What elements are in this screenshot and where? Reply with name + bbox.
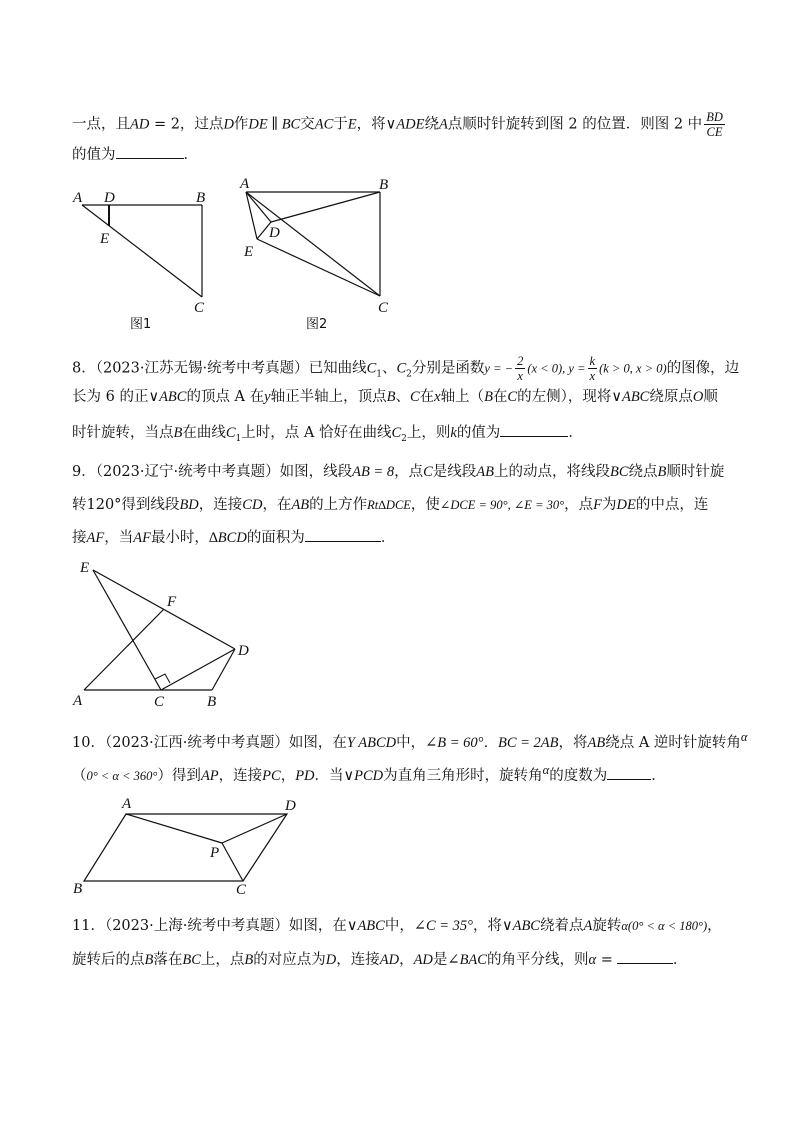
q10-range: 0° < α < 360° (86, 768, 158, 783)
q10-bc: BC = 2AB (497, 734, 559, 751)
fig3-right-angle-mark (155, 674, 170, 683)
q8-point-c: C (507, 389, 518, 405)
q9-ab: AB (291, 497, 310, 513)
q9-line1 (72, 462, 724, 482)
q8-text: 的值为 (456, 425, 501, 441)
q11-alpha: α (588, 952, 597, 968)
q11-text: 的角平分线，则 (486, 952, 589, 968)
q8-text: 的左侧），现将 (517, 389, 612, 405)
q10-text: ，连接 (218, 767, 263, 784)
q9-text: 为 (601, 497, 617, 513)
q11-point-b: B (144, 952, 154, 968)
q8-frac1-num: 2 (517, 354, 524, 368)
q7-line1 (72, 110, 727, 139)
q8-text: 绕原点 (649, 389, 693, 405)
q10-text: 绕点 A 逆时针旋转角 (605, 734, 741, 751)
figure-2 (235, 172, 405, 337)
fig3-segment-ec (93, 570, 161, 690)
q11-text: 落在 (153, 952, 183, 968)
fig4-label-a: A (122, 796, 132, 812)
q7-point-d: D (223, 116, 234, 133)
q8-text: 顺 (703, 389, 718, 405)
q9-text: ，点 (394, 464, 424, 480)
fig4-label-b: B (73, 881, 83, 897)
q9-line2 (72, 495, 708, 515)
q9-text: ． (380, 530, 396, 546)
q10-pc: PC (262, 767, 281, 784)
q9-bd: BD (179, 497, 199, 513)
q7-text: 点顺时针旋转到图 2 的位置．则图 2 中 (447, 116, 703, 133)
q9-text: ，使 (410, 497, 440, 513)
q8-triangle: ∨ABC (611, 389, 650, 405)
q9-point-b: B (657, 464, 667, 480)
q8-y-axis: y (264, 389, 271, 405)
q8-text: 轴上（ (440, 389, 485, 405)
q8-frac2-num: k (589, 354, 596, 368)
q11-answer-blank[interactable] (617, 949, 673, 964)
q7-fraction (704, 110, 725, 139)
q11-text: 11．（2023·上海·统考中考真题）如图，在 (72, 918, 347, 934)
q10-answer-blank[interactable] (607, 765, 651, 780)
q9-text: 的中点，连 (635, 497, 709, 513)
q7-point-e: E (347, 116, 357, 133)
q9-de: DE (616, 497, 636, 513)
q9-text: 9．（2023·辽宁·统考中考真题）如图，线段 (72, 464, 353, 480)
q10-text: ，将 (558, 734, 588, 751)
q10-parallelogram: Y ABCD (346, 734, 397, 751)
q8-sub: 1 (235, 433, 242, 444)
q11-text: 中， (384, 918, 414, 934)
fig2-caption: 图2 (306, 317, 328, 332)
q11-angle-c: ∠C = 35° (413, 918, 473, 934)
q10-triangle: ∨PCD (343, 767, 384, 784)
q11-line2 (72, 949, 687, 970)
q8-x-axis: x (434, 389, 441, 405)
q9-text: 转120°得到线段 (72, 497, 180, 513)
q8-text: 的顶点 A 在 (186, 389, 265, 405)
q10-angle-b: ∠B = 60°． (425, 734, 498, 751)
fig4-segment-pc (222, 843, 243, 881)
q11-text: = (596, 952, 613, 968)
q9-text: ，连接 (198, 497, 243, 513)
fig2-label-e: E (244, 244, 254, 260)
q11-triangle: ∨ABC (346, 918, 385, 934)
q8-frac1 (515, 354, 525, 383)
q8-text: 长为 6 的正 (72, 389, 149, 405)
fig2-label-b: B (379, 177, 389, 193)
figure-1 (70, 185, 220, 335)
q8-curve-c1: C (225, 425, 236, 441)
q8-frac2-den: x (589, 369, 596, 383)
q8-text: 在 (419, 389, 435, 405)
q8-curve-c1: C (366, 360, 377, 377)
q7-text: ，将 (356, 116, 386, 133)
q11-ad: AD (413, 952, 433, 968)
q9-ab: AB = 8 (352, 464, 395, 480)
q8-text: 轴正半轴上，顶点 (270, 389, 387, 405)
fig2-segment-db (271, 192, 380, 222)
q7-point-a: A (438, 116, 448, 133)
fig4-label-c: C (236, 882, 247, 898)
fig2-segment-ac (246, 192, 380, 296)
q9-angles: ∠DCE = 90°, ∠E = 30° (439, 498, 565, 512)
q8-func2: , y = (562, 361, 586, 376)
fig4-parallelogram (84, 814, 287, 881)
q8-text: 时针旋转，当点 (72, 425, 174, 441)
q9-text: 的上方作 (309, 497, 368, 513)
q10-ap: AP (200, 767, 219, 784)
q9-text: ，在 (262, 497, 292, 513)
q11-bc: BC (182, 952, 201, 968)
q8-cond2: (k > 0, x > 0) (599, 361, 667, 376)
q9-text: 顺时针旋 (666, 464, 725, 480)
q8-line2 (72, 387, 718, 407)
fig4-segment-ap (126, 814, 222, 843)
q11-triangle: ∨ABC (501, 918, 540, 934)
q8-curve-c2: C (391, 425, 402, 441)
q9-ab: AB (476, 464, 494, 480)
fig1-label-d: D (104, 190, 115, 206)
q7-text: 绕 (424, 116, 439, 133)
q8-answer-blank[interactable] (500, 422, 568, 437)
q8-curve-c2: C (396, 360, 407, 377)
q10-text: ）得到 (157, 767, 201, 784)
q9-line3 (72, 527, 395, 548)
q9-af: AF (133, 530, 151, 546)
q7-text: ． (183, 147, 198, 163)
q8-line3 (72, 422, 583, 449)
q8-text: 上，则 (406, 425, 451, 441)
q8-text: 在曲线 (182, 425, 226, 441)
q7-answer-blank[interactable] (116, 144, 184, 159)
fig1-label-c: C (194, 300, 205, 316)
q7-text: 作 (233, 116, 249, 133)
q8-triangle: ∨ABC (148, 389, 187, 405)
q8-text: ． (568, 425, 583, 441)
q8-text: 的图像，边 (666, 360, 740, 377)
q9-text: 绕点 (628, 464, 658, 480)
fig3-label-e: E (80, 560, 90, 576)
fig4-label-d: D (285, 798, 296, 814)
q8-text: 在 (492, 389, 508, 405)
q11-text: 绕着点 (539, 918, 584, 934)
q10-text: ． (651, 767, 666, 784)
q8-text: 、 (395, 389, 410, 405)
q7-ac: AC (314, 116, 334, 133)
q11-point-b: B (244, 952, 254, 968)
q9-cd: CD (242, 497, 263, 513)
q8-cond1: (x < 0) (527, 361, 563, 376)
q11-point-a: A (583, 918, 593, 934)
q11-point-d: D (325, 952, 337, 968)
q7-text: = 2，过点 (149, 116, 224, 133)
fig1-caption: 图1 (130, 317, 152, 332)
q10-alpha: α (740, 730, 748, 744)
fig3-label-a: A (73, 693, 83, 709)
q10-text: ．当 (314, 767, 344, 784)
q10-line1 (72, 727, 747, 753)
q10-ab: AB (587, 734, 606, 751)
q8-text: 8．（2023·江苏无锡·统考中考真题）已知曲线 (72, 360, 367, 377)
fig3-label-b: B (207, 694, 217, 710)
q7-parallel: DE ∥ BC (248, 116, 301, 133)
q9-text: 最小时， (150, 530, 209, 546)
fig2-label-a: A (240, 176, 250, 192)
q10-text: 为直角三角形时，旋转角 (383, 767, 543, 784)
q8-func1: y = − (484, 361, 514, 376)
q9-text: 上的动点，将线段 (493, 464, 610, 480)
q11-text: 旋转后的点 (72, 952, 145, 968)
q11-text: ， (399, 952, 414, 968)
q8-text: 、 (382, 360, 397, 377)
q9-text: 是线段 (432, 464, 477, 480)
q11-text: 上，点 (200, 952, 245, 968)
q8-frac2 (588, 354, 598, 383)
q9-text: 接 (72, 530, 87, 546)
q8-text: 上时，点 A 恰好在曲线 (241, 425, 392, 441)
fig3-label-f: F (167, 594, 177, 610)
q9-af: AF (86, 530, 105, 546)
fig1-segment-ac (82, 205, 202, 297)
q7-text: 的值为 (72, 147, 116, 163)
q8-origin: O (692, 389, 704, 405)
q11-angle-bac: ∠BAC (447, 952, 487, 968)
q8-point-c: C (409, 389, 420, 405)
fig2-label-d: D (269, 225, 280, 241)
q7-triangle: ∨ADE (385, 116, 425, 133)
q10-text: （ (72, 767, 87, 784)
q8-point-b: B (173, 425, 183, 441)
q8-frac1-den: x (517, 369, 523, 383)
q11-line1 (72, 916, 722, 936)
q11-text: ， (707, 918, 722, 934)
q8-sub: 2 (401, 433, 407, 444)
q7-frac-num: BD (706, 110, 723, 124)
q7-ad: AD (130, 116, 150, 133)
q8-point-b: B (386, 389, 396, 405)
q8-sub: 2 (406, 369, 412, 380)
q11-text: 旋转 (592, 918, 622, 934)
q8-line1 (72, 354, 739, 384)
q7-text: 一点，且 (72, 116, 130, 133)
q9-bcd: ∆BCD (208, 530, 247, 546)
fig1-label-e: E (100, 231, 110, 247)
q7-frac-den: CE (706, 125, 723, 139)
q10-text: 10．（2023·江西·统考中考真题）如图，在 (72, 734, 347, 751)
q10-text: 的度数为 (549, 767, 608, 784)
q10-text: ， (280, 767, 296, 784)
q9-text: ，点 (564, 497, 594, 513)
q11-text: ，连接 (336, 952, 380, 968)
q9-answer-blank[interactable] (305, 527, 381, 542)
fig3-label-c: C (154, 694, 165, 710)
fig2-label-c: C (378, 300, 389, 316)
fig1-label-a: A (73, 190, 83, 206)
q8-text: 分别是函数 (411, 360, 485, 377)
q7-text: 于 (333, 116, 348, 133)
q9-rt-triangle: Rt∆DCE (367, 498, 411, 512)
q11-ad: AD (379, 952, 400, 968)
fig1-label-b: B (196, 190, 206, 206)
fig3-segment-af (84, 609, 164, 690)
q11-text: ． (672, 952, 688, 968)
q8-sub: 1 (376, 369, 382, 380)
q8-point-b: B (484, 389, 493, 405)
fig4-label-p: P (210, 845, 220, 861)
q10-pd: PD (295, 767, 315, 784)
fig3-label-d: D (238, 643, 249, 659)
q11-text: 是 (432, 952, 448, 968)
q11-alpha-range: α(0° < α < 180°) (621, 919, 708, 933)
figure-3 (70, 556, 270, 711)
q10-text: 中， (396, 734, 426, 751)
q7-line2 (72, 144, 198, 165)
q9-point-c: C (423, 464, 433, 480)
q9-bc: BC (609, 464, 629, 480)
q10-alpha: α (542, 763, 550, 777)
q9-text: 的面积为 (246, 530, 305, 546)
figure-4 (70, 790, 320, 905)
q8-k: k (450, 425, 457, 441)
q9-point-f: F (593, 497, 602, 513)
q11-text: ，将 (472, 918, 502, 934)
q11-text: 的对应点为 (253, 952, 326, 968)
q7-text: 交 (300, 116, 315, 133)
q10-line2 (72, 760, 666, 786)
q9-text: ，当 (104, 530, 134, 546)
